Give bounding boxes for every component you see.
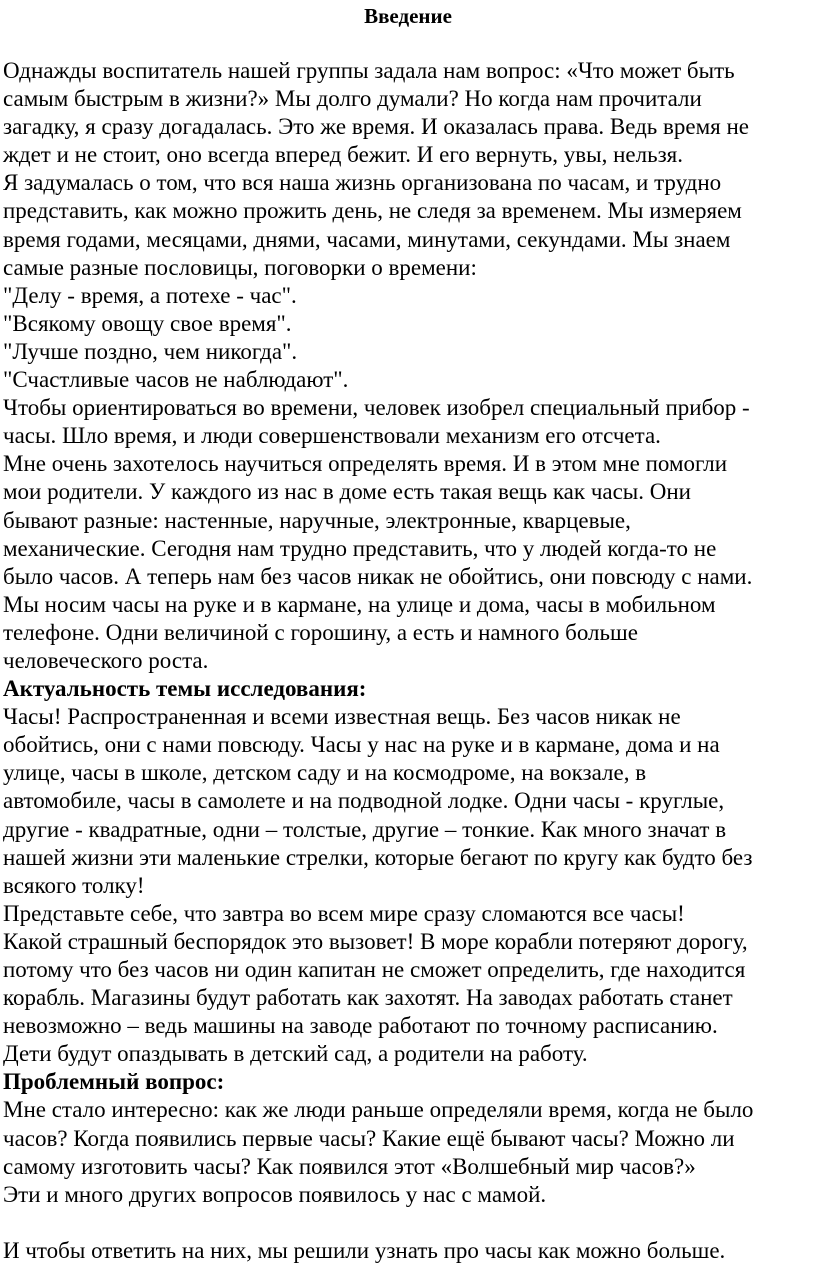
body-line: было часов. А теперь нам без часов никак не обойтись, они повсюду с нами. bbox=[3, 563, 753, 589]
body-line: "Всякому овощу свое время". bbox=[3, 310, 292, 336]
body-line: часов? Когда появились первые часы? Какие ещё бывают часы? Можно ли bbox=[3, 1125, 735, 1151]
body-line: Какой страшный беспорядок это вызовет! В море корабли потеряют дорогу, bbox=[3, 928, 748, 954]
body-line: самому изготовить часы? Как появился этот «Волшебный мир часов?» bbox=[3, 1153, 696, 1179]
body-line: автомобиле, часы в самолете и на подводной лодке. Одни часы - круглые, bbox=[3, 788, 725, 814]
body-line: Часы! Распространенная и всеми известная вещь. Без часов никак не bbox=[3, 704, 681, 730]
body-line: самые разные пословицы, поговорки о времени: bbox=[3, 254, 477, 280]
body-line: загадку, я сразу догадалась. Это же время. И оказалась права. Ведь время не bbox=[3, 114, 750, 140]
body-line: телефоне. Одни величиной с горошину, а есть и намного больше bbox=[3, 619, 638, 645]
body-line: улице, часы в школе, детском саду и на космодроме, на вокзале, в bbox=[3, 760, 647, 786]
body-line: потому что без часов ни один капитан не сможет определить, где находится bbox=[3, 957, 746, 982]
body-line: механические. Сегодня нам трудно представить, что у людей когда-то не bbox=[3, 535, 717, 561]
body-line: корабль. Магазины будут работать как захотят. На заводах работать станет bbox=[3, 985, 733, 1011]
body-line: И чтобы ответить на них, мы решили узнать про часы как можно больше. bbox=[3, 1237, 726, 1263]
section-heading: Проблемный вопрос: bbox=[3, 1069, 225, 1095]
body-line: "Делу - время, а потехе - час". bbox=[3, 282, 297, 308]
body-line: Я задумалась о том, что вся наша жизнь организована по часам, и трудно bbox=[3, 170, 722, 196]
document-body bbox=[3, 57, 813, 1265]
body-line: невозможно – ведь машины на заводе работают по точному расписанию. bbox=[3, 1013, 718, 1039]
body-line: часы. Шло время, и люди совершенствовали механизм его отсчета. bbox=[3, 423, 661, 449]
body-line: самым быстрым в жизни?» Мы долго думали? Но когда нам прочитали bbox=[3, 86, 702, 112]
body-line: Мне стало интересно: как же люди раньше определяли время, когда не было bbox=[3, 1097, 754, 1123]
section-heading: Актуальность темы исследования: bbox=[3, 676, 367, 702]
body-line: мои родители. У каждого из нас в доме есть такая вещь как часы. Они bbox=[3, 479, 691, 505]
body-line: всякого толку! bbox=[3, 872, 145, 898]
body-line: Мы носим часы на руке и в кармане, на улице и дома, часы в мобильном bbox=[3, 591, 716, 617]
blank-line bbox=[3, 1209, 813, 1237]
body-line: Эти и много других вопросов появилось у нас с мамой. bbox=[3, 1181, 547, 1207]
body-line: Однажды воспитатель нашей группы задала нам вопрос: «Что может быть bbox=[3, 58, 735, 83]
body-line: Дети будут опаздывать в детский сад, а родители на работу. bbox=[3, 1041, 588, 1067]
body-line: ждет и не стоит, оно всегда вперед бежит. И его вернуть, увы, нельзя. bbox=[3, 142, 683, 168]
body-line: другие - квадратные, одни – толстые, другие – тонкие. Как много значат в bbox=[3, 816, 727, 842]
body-line: "Счастливые часов не наблюдают". bbox=[3, 367, 349, 393]
body-line: бывают разные: настенные, наручные, электронные, кварцевые, bbox=[3, 507, 631, 533]
body-line: "Лучше поздно, чем никогда". bbox=[3, 338, 298, 364]
body-line: Представьте себе, что завтра во всем мире сразу сломаются все часы! bbox=[3, 900, 685, 926]
body-line: человеческого роста. bbox=[3, 647, 209, 673]
body-line: представить, как можно прожить день, не следя за временем. Мы измеряем bbox=[3, 198, 742, 224]
body-line: Чтобы ориентироваться во времени, человек изобрел специальный прибор - bbox=[3, 395, 750, 421]
body-line: нашей жизни эти маленькие стрелки, которые бегают по кругу как будто без bbox=[3, 844, 753, 870]
body-line: время годами, месяцами, днями, часами, минутами, секундами. Мы знаем bbox=[3, 226, 731, 252]
body-line: Мне очень захотелось научиться определять время. И в этом мне помогли bbox=[3, 451, 728, 477]
body-line: обойтись, они с нами повсюду. Часы у нас на руке и в кармане, дома и на bbox=[3, 732, 720, 758]
document-title: Введение bbox=[364, 4, 452, 28]
